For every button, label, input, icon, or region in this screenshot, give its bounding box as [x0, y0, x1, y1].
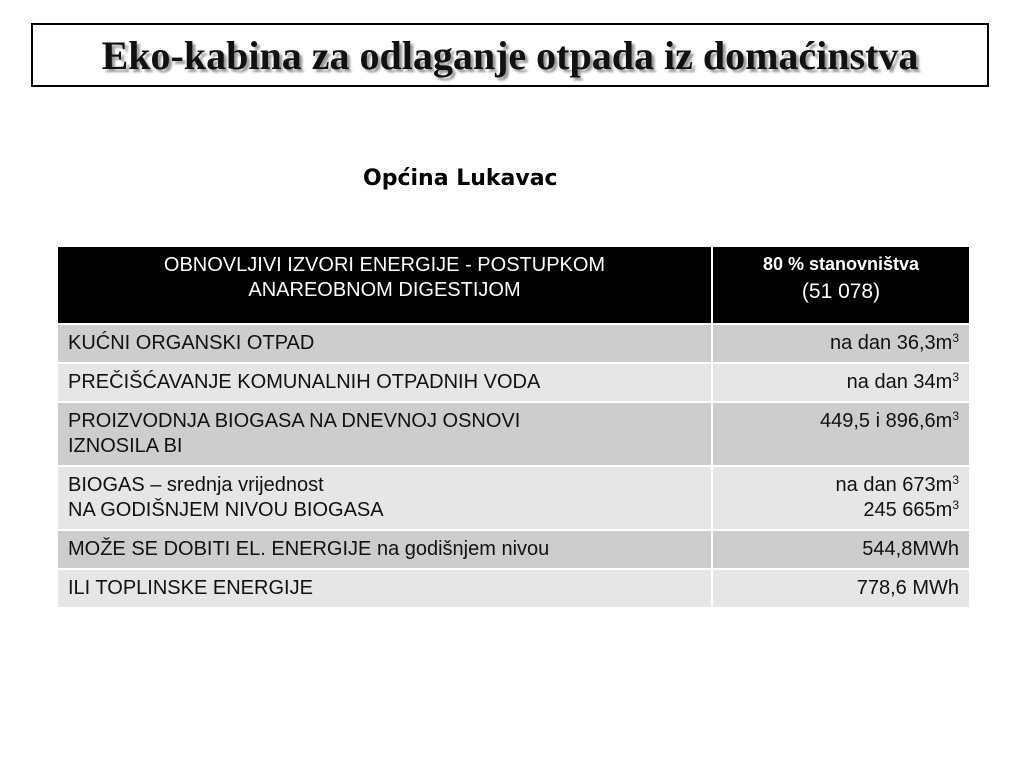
header-left-line-1: OBNOVLJIVI IZVORI ENERGIJE - POSTUPKOM	[163, 254, 606, 276]
row-value-line	[723, 331, 959, 356]
table-row	[57, 530, 970, 569]
row-value-line	[723, 409, 959, 434]
row-value-line	[723, 498, 959, 523]
header-right-bottom: (51 078)	[801, 279, 881, 303]
row-value	[712, 466, 970, 530]
header-left	[57, 246, 712, 324]
table-row	[57, 569, 970, 608]
slide-title: Eko-kabina za odlaganje otpada iz domaćinstva	[101, 32, 919, 78]
row-label-line: ILI TOPLINSKE ENERGIJE	[68, 577, 313, 599]
row-value	[712, 324, 970, 363]
row-value-line	[723, 537, 959, 562]
value-superscript: 3	[952, 370, 959, 384]
value-text: na dan 673m	[835, 474, 953, 496]
value-text: na dan 36,3m	[829, 332, 953, 354]
row-label-line: IZNOSILA BI	[68, 435, 183, 457]
row-label	[57, 363, 712, 402]
value-superscript: 3	[952, 409, 959, 423]
row-label	[57, 530, 712, 569]
header-left-line-2: ANAREOBNOM DIGESTIJOM	[248, 279, 521, 301]
row-value-line	[723, 473, 959, 498]
value-superscript: 3	[952, 331, 959, 345]
row-label	[57, 466, 712, 530]
subtitle: Općina Lukavac	[363, 166, 558, 191]
value-text: 245 665m	[863, 499, 953, 521]
title-box	[31, 23, 989, 87]
row-label	[57, 324, 712, 363]
table-row	[57, 324, 970, 363]
row-label-line: MOŽE SE DOBITI EL. ENERGIJE na godišnjem nivou	[68, 538, 550, 560]
table-row	[57, 466, 970, 530]
value-text: na dan 34m	[846, 371, 953, 393]
value-text: 778,6 MWh	[856, 577, 959, 599]
row-value	[712, 402, 970, 466]
row-value-line	[723, 576, 959, 601]
row-label-line: KUĆNI ORGANSKI OTPAD	[68, 332, 315, 354]
row-value	[712, 530, 970, 569]
value-text: 449,5 i 896,6m	[819, 410, 953, 432]
value-superscript: 3	[952, 473, 959, 487]
row-label-line: NA GODIŠNJEM NIVOU BIOGASA	[68, 499, 384, 521]
table-header-row	[57, 246, 970, 324]
header-right	[712, 246, 970, 324]
table-row	[57, 363, 970, 402]
row-label	[57, 569, 712, 608]
subtitle-wrap	[363, 166, 558, 191]
value-superscript: 3	[952, 498, 959, 512]
row-value	[712, 363, 970, 402]
row-value-line	[723, 370, 959, 395]
header-right-top: 80 % stanovništva	[762, 254, 920, 274]
row-label	[57, 402, 712, 466]
row-label-line: BIOGAS – srednja vrijednost	[68, 474, 324, 496]
value-text: 544,8MWh	[862, 538, 959, 560]
data-table	[56, 245, 971, 609]
row-label-line: PREČIŠĆAVANJE KOMUNALNIH OTPADNIH VODA	[68, 371, 541, 393]
row-value	[712, 569, 970, 608]
row-label-line: PROIZVODNJA BIOGASA NA DNEVNOJ OSNOVI	[68, 410, 521, 432]
table-row	[57, 402, 970, 466]
